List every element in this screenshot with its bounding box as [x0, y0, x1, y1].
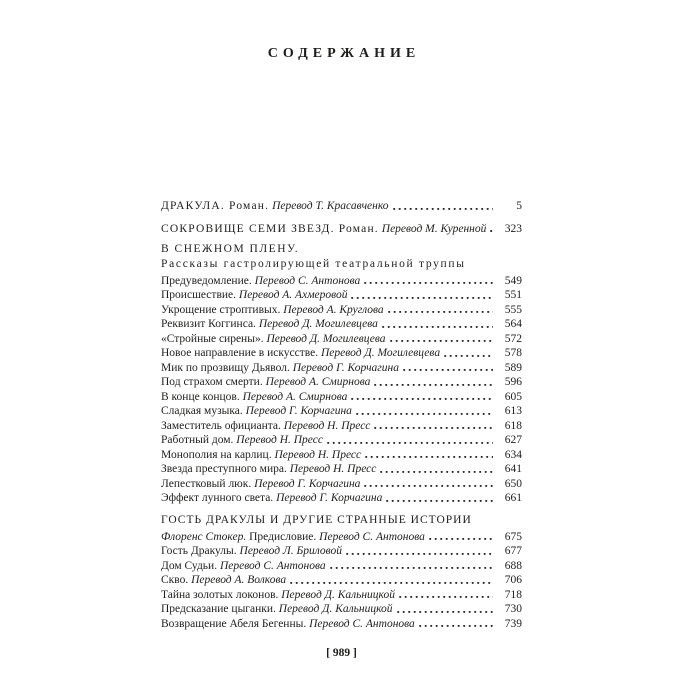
entry-translator: Перевод А. Круглова — [283, 303, 384, 316]
dot-leader — [382, 317, 493, 332]
dot-leader — [397, 602, 493, 617]
dot-leader — [403, 361, 493, 376]
dot-leader — [393, 199, 493, 214]
entry-translator: Перевод Т. Красавченко — [272, 200, 389, 212]
entry-title: СОКРОВИЩЕ СЕМИ ЗВЕЗД. Роман. — [161, 222, 379, 235]
entry-title: Скво. — [161, 574, 189, 586]
entry-page: 555 — [504, 303, 522, 316]
entry-page: 596 — [504, 376, 522, 388]
toc-entry — [161, 317, 522, 332]
entry-translator: Перевод Д. Могилевцева — [321, 347, 441, 359]
toc-entry — [161, 544, 522, 559]
entry-translator: Перевод А. Смирнова — [265, 376, 371, 388]
dot-leader — [346, 544, 493, 559]
entry-page: 641 — [504, 463, 522, 475]
entry-title: Гость Дракулы. — [161, 545, 237, 557]
entry-translator: Перевод С. Антонова — [219, 559, 326, 572]
entry-title: ДРАКУЛА. Роман. — [161, 200, 270, 212]
dot-leader — [429, 530, 493, 545]
dot-leader — [351, 390, 493, 405]
entry-page: 661 — [504, 492, 522, 504]
entry-title: Лепестковый люк. — [161, 477, 252, 490]
entry-page: 730 — [504, 603, 522, 615]
entry-page: 650 — [504, 477, 522, 490]
entry-page: 323 — [504, 222, 522, 235]
toc-entry — [161, 390, 522, 405]
entry-translator: Перевод Г. Корчагина — [276, 492, 383, 504]
entry-translator: Перевод Д. Могилевцева — [258, 318, 378, 330]
entry-translator: Перевод М. Куренной — [381, 222, 487, 235]
entry-title: Сладкая музыка. — [161, 405, 243, 417]
entry-translator: Перевод С. Антонова — [309, 617, 415, 630]
toc-entry — [161, 530, 522, 545]
toc-entry — [161, 617, 522, 632]
entry-translator: Перевод Г. Корчагина — [245, 405, 352, 417]
entry-page: 551 — [504, 289, 522, 301]
toc-entry — [161, 462, 522, 477]
toc-entry — [161, 573, 522, 588]
entry-translator: Перевод Г. Корчагина — [292, 361, 399, 374]
page-title: СОДЕРЖАНИЕ — [267, 46, 421, 61]
toc-entry — [161, 559, 522, 574]
entry-title: Возвращение Абеля Бегенны. — [161, 617, 307, 630]
entry-page: 688 — [504, 559, 522, 572]
section-subheader: Рассказы гастролирующей театральной труппы — [161, 257, 466, 270]
entry-title: Мик по прозвищу Дьявол. — [161, 361, 290, 374]
toc-entry — [161, 602, 522, 617]
toc-entry — [161, 491, 522, 506]
entry-translator: Перевод Л. Бриловой — [239, 545, 342, 557]
dot-leader — [490, 222, 493, 237]
dot-leader — [388, 303, 493, 318]
toc-entry — [161, 375, 522, 390]
entry-page: 613 — [504, 405, 522, 417]
entry-title: «Стройные сирены». — [161, 332, 264, 345]
entry-title: Работный дом. — [161, 434, 234, 446]
entry-translator: Перевод Д. Могилевцева — [266, 332, 386, 345]
toc-entry — [161, 199, 522, 214]
entry-translator: Перевод А. Ахмеровой — [238, 289, 348, 301]
entry-title: Укрощение строптивых. — [161, 303, 281, 316]
entry-title: Заместитель официанта. — [161, 419, 281, 432]
entry-page: 634 — [504, 448, 522, 461]
footer-page-number: [ 989 ] — [326, 647, 357, 659]
dot-leader — [365, 448, 493, 463]
entry-page: 739 — [504, 617, 522, 630]
toc-entry — [161, 404, 522, 419]
entry-title: Эффект лунного света. — [161, 492, 274, 504]
entry-title: Под страхом смерти. — [161, 376, 263, 388]
entry-translator: Перевод Д. Кальницкой — [278, 603, 393, 615]
section-header: ГОСТЬ ДРАКУЛЫ И ДРУГИЕ СТРАННЫЕ ИСТОРИИ — [161, 513, 472, 526]
toc-entry — [161, 346, 522, 361]
entry-page: 675 — [504, 530, 522, 543]
dot-leader — [364, 274, 493, 289]
entry-translator: Перевод Г. Корчагина — [254, 477, 361, 490]
entry-title: Происшествие. — [161, 289, 237, 301]
entry-translator: Перевод А. Волкова — [191, 574, 287, 586]
toc-page — [161, 46, 522, 660]
dot-leader — [327, 433, 493, 448]
entry-page: 549 — [504, 274, 522, 287]
toc-section — [161, 513, 522, 632]
dot-leader — [351, 288, 493, 303]
entry-page: 572 — [504, 332, 522, 345]
entry-page: 706 — [504, 574, 522, 586]
toc-entry — [161, 433, 522, 448]
entry-title: В конце концов. — [161, 390, 240, 403]
entry-title: Дом Судьи. — [161, 559, 218, 572]
entry-title: Монополия на карлиц. — [161, 448, 272, 461]
entry-page: 589 — [504, 361, 522, 374]
toc-entry — [161, 303, 522, 318]
entry-page: 578 — [504, 347, 522, 359]
toc-entry — [161, 588, 522, 603]
entry-translator: Перевод Д. Кальницкой — [281, 588, 395, 601]
toc-entry — [161, 419, 522, 434]
dot-leader — [364, 477, 493, 492]
dot-leader — [390, 332, 493, 347]
dot-leader — [356, 404, 493, 419]
entry-translator: Перевод Н. Пресс — [283, 419, 371, 432]
entry-title: Предисловие. — [249, 530, 317, 543]
toc-entry — [161, 332, 522, 347]
entry-page: 677 — [504, 545, 522, 557]
toc-entry — [161, 448, 522, 463]
entry-page: 627 — [504, 434, 522, 446]
entry-title: Новое направление в искусстве. — [161, 347, 319, 359]
entry-translator: Перевод Н. Пресс — [236, 434, 323, 446]
entry-page: 618 — [504, 419, 522, 432]
dot-leader — [386, 491, 493, 506]
entry-translator: Перевод Н. Пресс — [274, 448, 362, 461]
section-header: В СНЕЖНОМ ПЛЕНУ. — [161, 243, 300, 255]
entry-translator: Перевод С. Антонова — [319, 530, 425, 543]
entry-translator: Перевод С. Антонова — [254, 274, 361, 287]
entry-title: Звезда преступного мира. — [161, 463, 287, 475]
toc-entry — [161, 361, 522, 376]
entry-author-prefix: Флоренс Стокер. — [161, 530, 247, 543]
entry-title: Предсказание цыганки. — [161, 603, 276, 615]
entry-title: Тайна золотых локонов. — [161, 588, 279, 601]
entry-page: 5 — [516, 200, 522, 212]
dot-leader — [444, 346, 493, 361]
entry-translator: Перевод А. Смирнова — [242, 390, 348, 403]
dot-leader — [399, 588, 493, 603]
toc-entry — [161, 288, 522, 303]
entry-page: 718 — [504, 588, 522, 601]
dot-leader — [374, 419, 493, 434]
dot-leader — [374, 375, 493, 390]
toc-entry — [161, 477, 522, 492]
dot-leader — [290, 573, 493, 588]
entry-page: 564 — [504, 318, 522, 330]
dot-leader — [380, 462, 493, 477]
entry-title: Реквизит Коггинса. — [161, 318, 256, 330]
entry-page: 605 — [504, 390, 522, 403]
toc-entry — [161, 222, 522, 237]
toc-entry — [161, 274, 522, 289]
entry-translator: Перевод Н. Пресс — [289, 463, 377, 475]
entry-title: Предуведомление. — [161, 274, 252, 287]
dot-leader — [419, 617, 493, 632]
dot-leader — [330, 559, 493, 574]
